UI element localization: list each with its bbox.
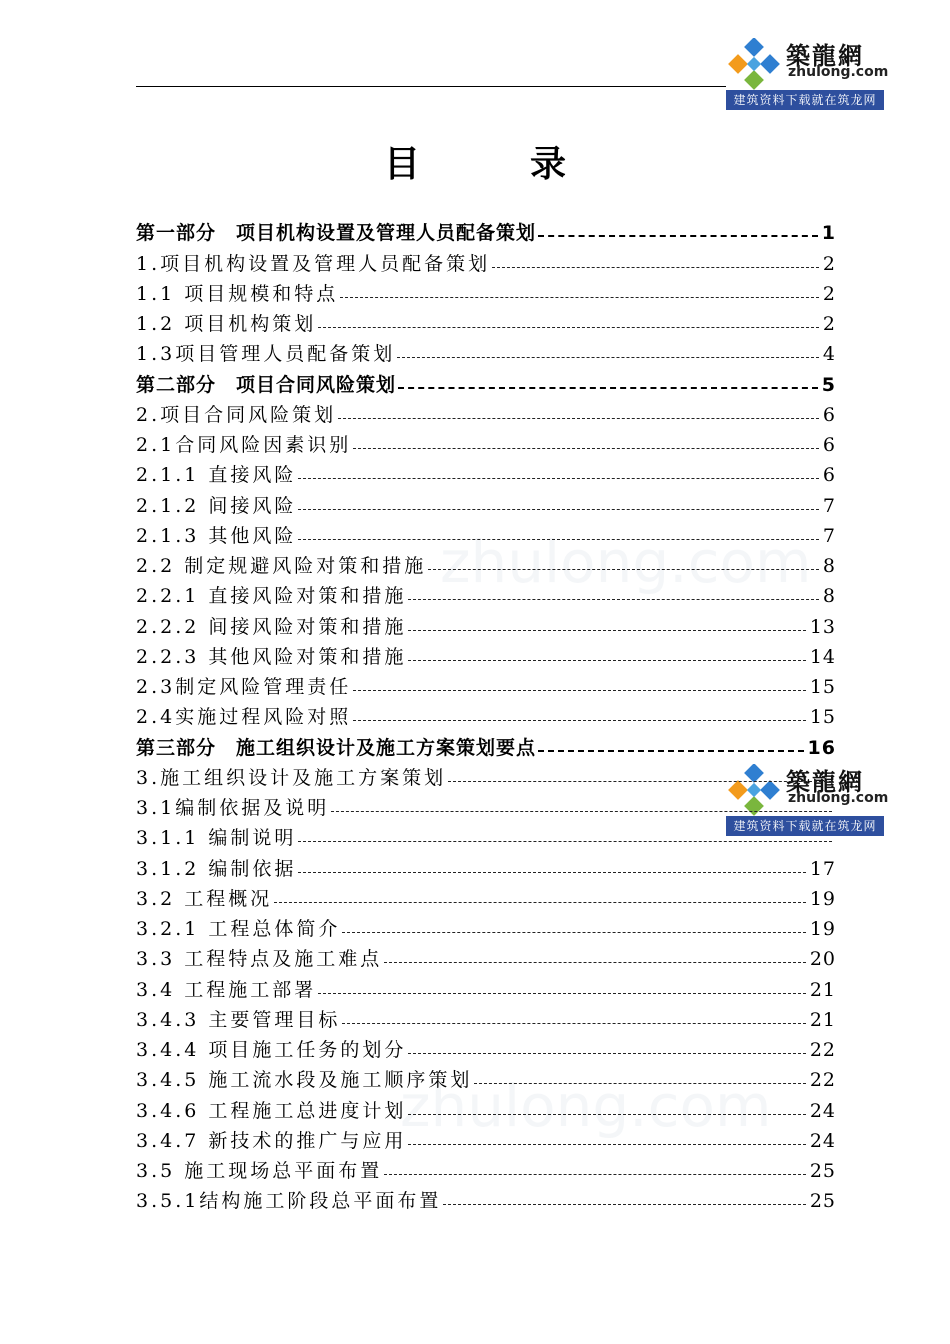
toc-entry-label: 3.4.4 项目施工任务的划分 (136, 1039, 407, 1061)
toc-entry-label: 2.1.3 其他风险 (136, 524, 297, 547)
toc-entry (136, 1005, 836, 1035)
toc-entry (136, 853, 836, 883)
toc-leader-dashes (331, 811, 832, 812)
toc-entry-label: 3.1.2 编制依据 (136, 857, 297, 880)
zhulong-logo-icon (728, 38, 780, 90)
toc-entry-page: 6 (822, 403, 836, 426)
toc-leader-dashes (298, 539, 819, 540)
toc-entry-page: 4 (822, 343, 836, 366)
toc-entry-label: 3.4.5 施工流水段及施工顺序策划 (136, 1069, 473, 1092)
toc-entry-page: 25 (809, 1160, 836, 1182)
toc-entry (136, 248, 836, 278)
toc-leader-dashes (443, 1204, 805, 1205)
toc-leader-dashes (408, 599, 819, 600)
toc-leader-dashes (408, 660, 805, 661)
toc-entry (136, 823, 836, 853)
toc-entry (136, 369, 836, 399)
toc-entry-page: 24 (809, 1099, 836, 1122)
logo-slogan: 建筑资料下载就在筑龙网 (726, 816, 884, 836)
toc-entry (136, 702, 836, 732)
toc-entry-label: 2.4实施过程风险对照 (136, 706, 352, 729)
toc-entry-page: 20 (809, 948, 836, 971)
logo-slogan: 建筑资料下载就在筑龙网 (726, 90, 884, 110)
toc-entry-page: 2 (822, 252, 836, 275)
toc-entry (136, 1095, 836, 1125)
toc-entry-page: 8 (822, 555, 836, 577)
toc-leader-dashes (298, 841, 832, 842)
toc-leader-dashes (342, 932, 805, 933)
zhulong-logo (726, 34, 889, 110)
toc-entry (136, 1156, 836, 1186)
toc-leader-dashes (338, 418, 819, 419)
watermark-text: zhulong.com (440, 528, 812, 596)
toc-entry (136, 1065, 836, 1095)
toc-entry (136, 974, 836, 1004)
toc-entry-label: 2.2.2 间接风险对策和措施 (136, 615, 407, 638)
toc-leader-dashes (274, 902, 806, 903)
toc-entry-label: 2.2.3 其他风险对策和措施 (136, 645, 407, 668)
toc-entry-page: 8 (822, 585, 836, 608)
toc-entry-page: 2 (822, 282, 836, 305)
toc-entry-page: 17 (809, 857, 836, 880)
logo-name-cn: 築龍網 (786, 42, 864, 70)
toc-entry (136, 1126, 836, 1156)
table-of-contents (136, 218, 836, 1216)
toc-leader-dashes (428, 569, 819, 570)
toc-leader-dashes (448, 781, 832, 782)
toc-entry (136, 642, 836, 672)
logo-name-en: zhulong.com (788, 790, 889, 806)
toc-entry-label: 1.项目机构设置及管理人员配备策划 (136, 252, 491, 275)
toc-leader-dashes (353, 448, 819, 449)
toc-entry (136, 732, 836, 762)
toc-leader-dashes (353, 690, 806, 691)
toc-leader-dashes (384, 1174, 806, 1175)
toc-entry-page: 7 (822, 494, 836, 517)
toc-leader-dashes (398, 387, 818, 389)
toc-entry (136, 793, 836, 823)
toc-entry-page: 13 (809, 615, 836, 638)
toc-entry-label: 3.3 工程特点及施工难点 (136, 948, 383, 971)
toc-leader-dashes (342, 1023, 805, 1024)
toc-entry-label: 3.4.6 工程施工总进度计划 (136, 1099, 407, 1122)
toc-entry-label: 3.2.1 工程总体简介 (136, 918, 341, 940)
toc-entry (136, 1186, 836, 1216)
header-rule (136, 86, 726, 87)
toc-entry-label: 3.4 工程施工部署 (136, 978, 317, 1001)
toc-entry-page: 22 (809, 1039, 836, 1061)
toc-entry (136, 460, 836, 490)
toc-entry-label: 2.1合同风险因素识别 (136, 434, 352, 456)
toc-entry-page: 7 (822, 524, 836, 547)
toc-entry-label: 3.5.1结构施工阶段总平面布置 (136, 1190, 442, 1213)
toc-entry-label: 3.1编制依据及说明 (136, 797, 330, 819)
toc-leader-dashes (408, 1053, 805, 1054)
toc-entry-label: 1.2 项目机构策划 (136, 313, 317, 335)
toc-entry (136, 309, 836, 339)
toc-entry-label: 3.2 工程概况 (136, 887, 273, 910)
toc-entry-label: 3.4.3 主要管理目标 (136, 1008, 341, 1031)
logo-name-cn: 築龍網 (786, 768, 864, 796)
toc-entry-page: 21 (809, 1008, 836, 1031)
toc-entry (136, 672, 836, 702)
toc-leader-dashes (298, 872, 805, 873)
toc-entry-page: 19 (809, 887, 836, 910)
toc-leader-dashes (408, 1144, 805, 1145)
toc-entry-page: 21 (809, 978, 836, 1001)
toc-entry-label: 2.3制定风险管理责任 (136, 676, 352, 698)
toc-entry-page: 22 (809, 1069, 836, 1092)
toc-entry-label: 2.2.1 直接风险对策和措施 (136, 585, 407, 608)
toc-entry-label: 2.1.1 直接风险 (136, 464, 297, 487)
toc-leader-dashes (340, 297, 819, 298)
toc-entry-page: 6 (822, 434, 836, 456)
toc-entry-page: 25 (809, 1190, 836, 1213)
toc-leader-dashes (474, 1083, 805, 1084)
toc-entry-page: 24 (809, 1129, 836, 1152)
toc-entry (136, 339, 836, 369)
toc-entry-page: 16 (807, 736, 836, 759)
toc-leader-dashes (318, 993, 806, 994)
toc-entry (136, 763, 836, 793)
toc-entry (136, 521, 836, 551)
toc-entry-label: 1.3项目管理人员配备策划 (136, 343, 396, 366)
toc-entry-page: 5 (821, 373, 836, 396)
toc-entry-label: 2.项目合同风险策划 (136, 403, 337, 426)
toc-entry (136, 1035, 836, 1065)
toc-leader-dashes (408, 630, 805, 631)
toc-entry-page: 2 (822, 313, 836, 335)
toc-entry-label: 2.2 制定规避风险对策和措施 (136, 555, 427, 577)
toc-entry-label: 3.1.1 编制说明 (136, 827, 297, 850)
toc-entry (136, 611, 836, 641)
toc-leader-dashes (408, 1114, 805, 1115)
toc-entry (136, 279, 836, 309)
toc-entry (136, 581, 836, 611)
toc-entry-label: 第二部分 项目合同风险策划 (136, 373, 397, 396)
toc-leader-dashes (318, 327, 819, 328)
toc-entry-label: 3.5 施工现场总平面布置 (136, 1160, 383, 1182)
toc-entry-label: 1.1 项目规模和特点 (136, 282, 339, 305)
toc-entry-label: 2.1.2 间接风险 (136, 494, 297, 517)
toc-leader-dashes (538, 235, 818, 237)
toc-entry-page: 15 (809, 706, 836, 729)
toc-leader-dashes (353, 720, 806, 721)
toc-leader-dashes (298, 478, 819, 479)
watermark-text: zhulong.com (400, 1072, 772, 1140)
toc-entry (136, 430, 836, 460)
toc-entry-label: 第三部分 施工组织设计及施工方案策划要点 (136, 736, 537, 759)
toc-entry (136, 490, 836, 520)
toc-entry (136, 884, 836, 914)
toc-leader-dashes (492, 267, 819, 268)
toc-entry-page: 19 (809, 918, 836, 940)
toc-entry-page: 6 (822, 464, 836, 487)
toc-leader-dashes (538, 750, 804, 752)
toc-entry-page: 15 (809, 676, 836, 698)
toc-entry-label: 3.施工组织设计及施工方案策划 (136, 766, 447, 789)
toc-leader-dashes (298, 509, 819, 510)
toc-entry (136, 914, 836, 944)
toc-entry-page: 14 (809, 645, 836, 668)
toc-entry (136, 218, 836, 248)
toc-entry-label: 3.4.7 新技术的推广与应用 (136, 1129, 407, 1152)
toc-entry-label: 第一部分 项目机构设置及管理人员配备策划 (136, 222, 537, 245)
toc-entry (136, 944, 836, 974)
toc-leader-dashes (384, 962, 806, 963)
toc-leader-dashes (397, 357, 819, 358)
toc-entry (136, 400, 836, 430)
page-title: 目录 (383, 144, 676, 185)
toc-entry-page: 1 (821, 222, 836, 245)
toc-entry (136, 551, 836, 581)
logo-name-en: zhulong.com (788, 64, 889, 80)
